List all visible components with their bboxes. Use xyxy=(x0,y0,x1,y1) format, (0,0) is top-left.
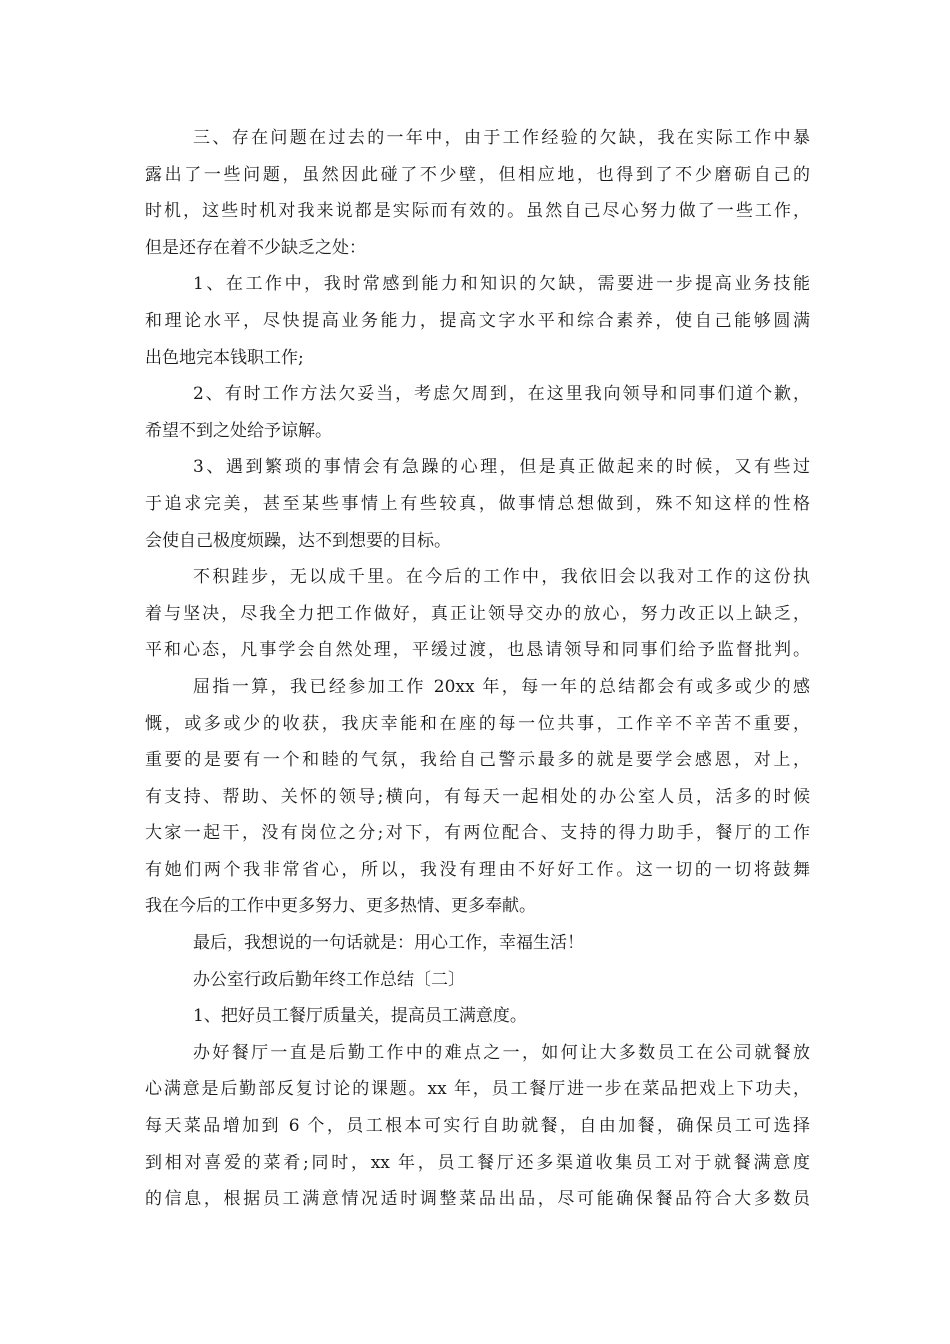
text-line: 出色地完本钱职工作; xyxy=(145,347,304,368)
text-line: 着与坚决，尽我全力把工作做好，真正让领导交办的放心，努力改正以上缺乏， xyxy=(145,603,810,624)
text-line: 有她们两个我非常省心，所以，我没有理由不好好工作。这一切的一切将鼓舞 xyxy=(145,859,810,880)
text-line: 露出了一些问题，虽然因此碰了不少壁，但相应地，也得到了不少磨砺自己的 xyxy=(145,164,810,185)
text-line: 大家一起干，没有岗位之分;对下，有两位配合、支持的得力助手，餐厅的工作 xyxy=(145,823,810,844)
text-line: 到相对喜爱的菜肴;同时，xx 年，员工餐厅还多渠道收集员工对于就餐满意度 xyxy=(145,1152,810,1173)
text-line: 1、在工作中，我时常感到能力和知识的欠缺，需要进一步提高业务技能 xyxy=(193,274,810,295)
text-line: 有支持、帮助、关怀的领导;横向，有每天一起相处的办公室人员，活多的时候 xyxy=(145,786,810,807)
document-body xyxy=(145,120,810,1218)
text-line: 平和心态，凡事学会自然处理，平缓过渡，也恳请领导和同事们给予监督批判。 xyxy=(145,640,810,661)
text-line: 会使自己极度烦躁，达不到想要的目标。 xyxy=(145,530,451,551)
text-line: 心满意是后勤部反复讨论的课题。xx 年，员工餐厅进一步在菜品把戏上下功夫， xyxy=(145,1079,810,1100)
text-line: 三、存在问题在过去的一年中，由于工作经验的欠缺，我在实际工作中暴 xyxy=(193,128,810,148)
text-line: 慨，或多或少的收获，我庆幸能和在座的每一位共事，工作辛不辛苦不重要， xyxy=(145,713,810,734)
text-line: 办公室行政后勤年终工作总结〔二〕 xyxy=(193,969,465,990)
text-line: 办好餐厅一直是后勤工作中的难点之一，如何让大多数员工在公司就餐放 xyxy=(193,1042,810,1063)
text-line: 最后，我想说的一句话就是：用心工作，幸福生活！ xyxy=(193,933,584,954)
text-line: 但是还存在着不少缺乏之处： xyxy=(145,237,366,258)
text-line: 3、遇到繁琐的事情会有急躁的心理，但是真正做起来的时候，又有些过 xyxy=(193,457,810,478)
text-line: 重要的是要有一个和睦的气氛，我给自己警示最多的就是要学会感恩，对上， xyxy=(145,750,810,771)
text-line: 每天菜品增加到 6 个，员工根本可实行自助就餐，自由加餐，确保员工可选择 xyxy=(145,1116,810,1137)
text-line: 1、把好员工餐厅质量关，提高员工满意度。 xyxy=(193,1006,527,1027)
text-line: 于追求完美，甚至某些事情上有些较真，做事情总想做到，殊不知这样的性格 xyxy=(145,493,810,514)
text-line: 和理论水平，尽快提高业务能力，提高文字水平和综合素养，使自己能够圆满 xyxy=(145,310,810,331)
text-line: 我在今后的工作中更多努力、更多热情、更多奉献。 xyxy=(145,896,536,917)
text-line: 时机，这些时机对我来说都是实际而有效的。虽然自己尽心努力做了一些工作， xyxy=(145,201,810,222)
text-line: 2、有时工作方法欠妥当，考虑欠周到，在这里我向领导和同事们道个歉， xyxy=(193,384,810,405)
text-line: 希望不到之处给予谅解。 xyxy=(145,420,332,441)
text-line: 屈指一算，我已经参加工作 20xx 年，每一年的总结都会有或多或少的感 xyxy=(193,676,810,697)
text-line: 的信息，根据员工满意情况适时调整菜品出品，尽可能确保餐品符合大多数员 xyxy=(145,1189,810,1210)
text-line: 不积跬步，无以成千里。在今后的工作中，我依旧会以我对工作的这份执 xyxy=(193,567,810,588)
